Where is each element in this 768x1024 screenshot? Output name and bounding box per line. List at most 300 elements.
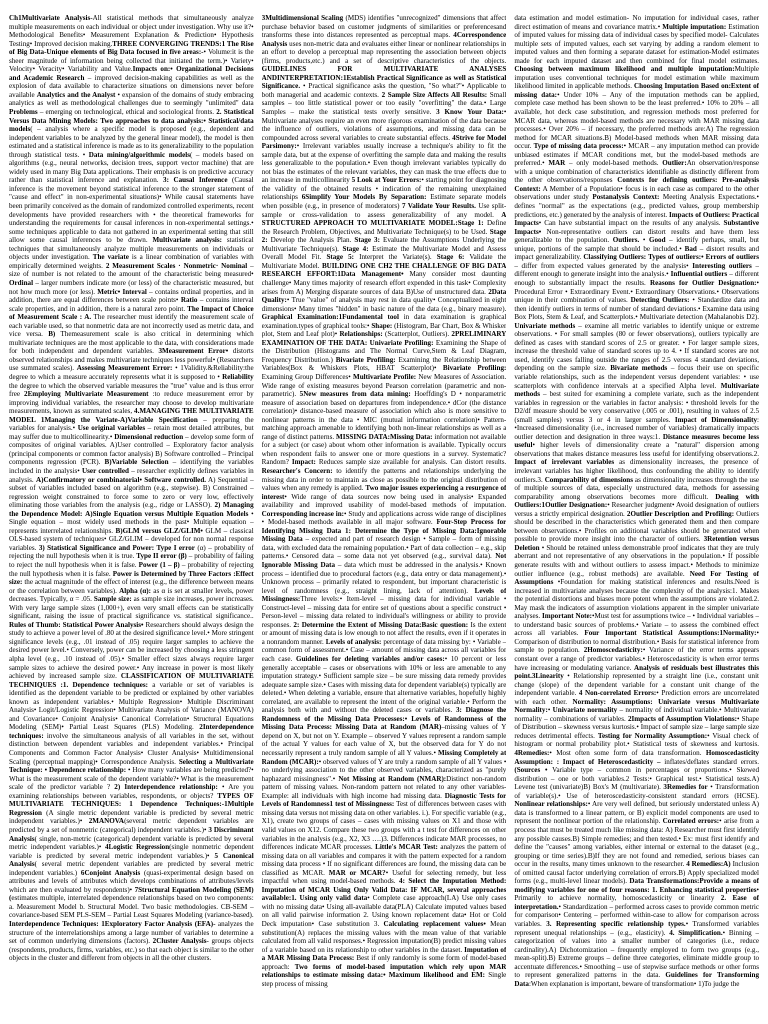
note-text: ( single, non-metric (categorical) dependent variable is predicted by several metric independent variables.)• bbox=[9, 834, 254, 852]
note-text: Themeasurement scale is also critical in determining which multivariate techniques are the most applicable to the data, with considerations made for both independent and dependent variables. bbox=[9, 330, 254, 356]
note-heading: Univariate normality bbox=[552, 706, 618, 715]
note-text: Reduces sample size available for analysis. Can distort results. bbox=[315, 458, 507, 467]
note-heading: Analysis of residuals best illustrates this point.3Linearity bbox=[514, 663, 759, 681]
note-text: as dimensionality increases, the presence of irrelevant variables has higher likelihood, thus confounding the ability to identify outliers.3. bbox=[514, 458, 760, 484]
note-text: • bbox=[639, 236, 649, 245]
text-column bbox=[262, 14, 507, 1016]
note-text: :to reduce measurement error by improving individual variables, the researcher may choose to develop multivariate measurements, known as summated scales, bbox=[9, 390, 254, 416]
note-text: data estimation and model estimation- No imputation for individual cases, rather direct estimation of means and covariance matrix.• bbox=[514, 14, 760, 31]
note-heading: 3Multidimensional Scaling bbox=[261, 14, 344, 22]
note-text: Define the Research Problem, Objectives, and Multivariate Technique(s) to be Used. bbox=[261, 219, 507, 236]
note-text: Is the extent or amount of missing data is low enough to not affect the results, even if it operates in a nonrandom manner. bbox=[261, 620, 507, 646]
note-text: Meeting Analysis Expectations.• defines "normal" as the expectations (e.g., predicted values, group membership predictions, etc.) generated by the analysis of interest. bbox=[514, 193, 760, 219]
note-text: Best if only randomly is some form of model-based approach: bbox=[261, 954, 507, 971]
note-text: distorts observed relationships and makes multivariate techniques less powerful• (Researchers use summated scales). bbox=[9, 347, 254, 373]
note-text: (MDS) identifies "unrecognized" dimensions that affect purchase behavior based on customer judgments of similarities or preferencesand transforms these into distances represented as perceptual maps. bbox=[261, 14, 507, 40]
note-text: • observed values of Y are truly a random sample of all Y values • no underlying association to the other observed variables, characterized as "purely haphazard missingness".• bbox=[261, 757, 507, 783]
note-text: • Primarily to achieve normality, homoscedasticity or linearity bbox=[514, 885, 760, 903]
note-text: Interpret the Variate(s). bbox=[354, 253, 437, 262]
note-text: • Are very well defined, but seriously understated unless A) data is transformed to a linear pattern, or B) explicit model components are used to represent the nonlinear portion of the relationship. bbox=[514, 800, 760, 826]
note-heading: 7Structural Equation Modeling (SEM)( bbox=[9, 885, 254, 903]
note-text: estimates multiple, interrelated dependence relationships based on two components: a. Measurement Model b. Structural Model. Two basic methodologies. CB-SEM – covariance-based SEM PLS-SEM – Partial Least Squares Modeling (variance-based). bbox=[9, 894, 254, 920]
note-heading: Missing Completely at Random (MCAR): bbox=[261, 749, 507, 766]
note-heading: Ch1Multivariate Analysis- bbox=[9, 14, 93, 22]
note-text: is a linear combination of variables with empirically determined weights. bbox=[9, 253, 254, 270]
note-heading: B)Variable Selection bbox=[104, 458, 169, 467]
note-text: • Binning – categorization of values into a smaller number of categories (i.e., reduce cardinality).A) Dichotomization – frequently employed to form two groups (e.g., mean-split).B) Extreme groups – define three categories, eliminate middle group to accentuate differences.• Smoothing – use of stepwise surface methods or other forms to represent generalized patterns in the data. bbox=[514, 928, 760, 980]
note-text: – expected and part of research design • Sample – form of missing data, with excluded data the remaining population.• Part of data collection – e.g., skip patterns.• Censored data – some data not yet observed (e.g., survival data). bbox=[261, 535, 507, 561]
note-text: • Practical significance asks the question, "So what?"• Applicable to both managerial and academic contexts. bbox=[261, 82, 507, 99]
note-text: Examining the Relationship between Variables(Box & Whiskers Plots, HBAT Scatterplot)• bbox=[261, 355, 507, 373]
note-heading: Sample size: bbox=[93, 595, 132, 604]
note-text: Small samples – too little statistical power or too easily "overfitting" the data.• Large Samples – make the statistical tests overly sensitive. bbox=[261, 90, 507, 117]
note-heading: Detecting Outliers: bbox=[630, 296, 690, 305]
note-heading: 6Conjoint Analysis bbox=[80, 868, 141, 877]
note-heading: Contexts for defining outliers: Pre-analysis Context: bbox=[514, 176, 760, 193]
note-text: • Standardize data and then identify outliers in terms of number of standard deviations.• Examine data using Box Plots, Stem & Leaf, and Scatterplots.• Multivariate detection (Mahalanobis D2). bbox=[514, 296, 760, 322]
note-paragraph bbox=[548, 159, 662, 167]
note-heading: Multivariate Profile: bbox=[353, 372, 417, 381]
note-text: – contains ordinal properties, and in addition, there are equal differences between scale points• bbox=[9, 287, 254, 305]
note-heading: 3Remedies for bbox=[663, 783, 708, 792]
note-text: • Irrelevant variables usually increase a technique's ability to fit the sample data, but at the expense of overfitting the sample data and making the results less generalizable to the population.• Even though irrelevant variables typically do not bias the estimates of the relevant variables, they can mask the true effects due to an increase in multicollinearity bbox=[261, 142, 507, 185]
note-heading: Corresponding increase in: bbox=[261, 509, 345, 518]
note-text: (Scatterplot, Outliers). bbox=[382, 330, 452, 339]
note-heading: Alpha (α): bbox=[119, 586, 152, 595]
note-heading: 3: Causal Inference bbox=[163, 176, 228, 185]
note-text: • Can have substantial impact on the results of any analysis. bbox=[538, 219, 724, 228]
note-heading: Power (1 – β) bbox=[138, 561, 180, 569]
note-heading: Important Note: bbox=[542, 612, 593, 621]
note-heading: 2: Determine the Extent of Missing Data:Basic question: bbox=[293, 620, 469, 629]
note-heading: Choosing Imputation Based on:Extent of missing data: bbox=[514, 82, 760, 99]
note-text: • Standardization – performed across cases to provide common metric for comparison• Centering – performed within-case to allow for comparison across variables. bbox=[514, 902, 760, 928]
note-heading: Ordinal bbox=[9, 278, 34, 287]
note-heading: Two major issues experiencing a resurgence of interest bbox=[261, 484, 507, 501]
note-heading: The variate bbox=[92, 253, 129, 262]
note-text: An observation/response with a unique combination of characteristics identifiable as distinctly different from the other observations/responses bbox=[514, 159, 760, 185]
note-heading: A STRUCTURED APPROACH TO MULTIVARIATE MODEL:Stage 1: bbox=[261, 210, 507, 228]
note-text: • arise from a process that must be treated much like missing data: A) Researcher must first identify any possible causes.B) Simple remedies; and then tested.• Ex: must first identify and define the "causes" among variables, either internal or external to the dataset (e.g., grouping or time series).B)If they are not found and remedied, serious biases can occur in the results, many times unknown to the researcher. bbox=[514, 817, 760, 869]
note-text: Examining the Shape of the Distribution (Histograms and The Normal Curve,Stem & Leaf Diagram, Frequency Distribution.) bbox=[261, 338, 507, 364]
note-heading: A)Single Equation versus Multiple Equation Models bbox=[85, 509, 249, 518]
note-text: All statistical methods that simultaneously analyze multiple measurements on each individual or object under investigation. Why use it?• Methodological Benefits• Measurement Explanation & Prediction• Hypothesis Testing• Improved decision making. bbox=[9, 14, 254, 48]
note-heading: MAR bbox=[548, 159, 566, 168]
note-text: – develop some form of composites of original variables. A)User controlled – Exploratory factor analysis (principal components or common factor analysis) B) Software controlled – Principal components regression (PCR). bbox=[9, 432, 254, 467]
note-text: • Researcher judgment• Avoid designation of outliers versus a strictly empirical designation. bbox=[514, 501, 760, 518]
note-text: • expansion of the domains of study embracing analytics as well as methodological challenges due to seemingly "unlimited" data bbox=[9, 90, 254, 108]
note-text: •Foundation for making statistical inferences and results.Need is increased in multivariate analyses because the complexity of the analysis:1. Makes the potential distortions and biases more potent when the assumptions are violated.2. May mask the indicators of assumption violations apparent in the simpler univariate analyses. bbox=[514, 578, 760, 621]
note-text: GLM – classical OLS-based system of techniques• GLZ/GLIM – developed for non normal response variables. bbox=[9, 526, 254, 552]
note-text: New Measures of Association. Wide range of existing measures beyond Pearson correlation (parametric and non-parametric). bbox=[261, 372, 507, 399]
note-paragraph bbox=[613, 236, 649, 244]
note-text: the degree to which the observed variable measures the "true" value and is thus error free bbox=[9, 381, 254, 399]
note-text: – different enough to substantially impact the results. bbox=[514, 270, 760, 287]
note-heading: A)Confirmatory or combinatorial• Software controlled. bbox=[35, 475, 207, 484]
note-text: • Comparison of distribution to normal distribution.• Basis for statistical inference from sample to population. bbox=[514, 629, 760, 655]
note-text: Use split-sample or cross-validation to assess generalizability of any model. bbox=[261, 202, 507, 219]
note-text: Variable type – common in percentages or proportions.• Skewed distribution – one or both variables.2 Tests:• Graphical test.• Statistical tests.A) Levene test (univariate)B) Box's M (multivariate). bbox=[514, 766, 760, 792]
note-heading: Stage 5: bbox=[326, 253, 355, 262]
note-text: • bbox=[547, 706, 553, 715]
note-text: Estimate separate models when possible (e.g., in presence of moderators) bbox=[261, 193, 507, 211]
note-heading: Graphical Examination:1Fundamental tool bbox=[261, 313, 399, 322]
note-text: analyzes the structure of the interrelationships among a large number of variables to determine a set of common underlying dimensions (factors). bbox=[9, 919, 254, 946]
note-heading: Bivariate methods bbox=[610, 364, 668, 373]
note-text: – improved decision-making capabilities as well as the explosion of data available to characterize situations on dimensions never before available bbox=[9, 73, 254, 99]
note-text: •Must test for assumptions twice – • Individual variables – to understand basic sources of problems.• Variate – to assess the combined effect across all variables. bbox=[514, 612, 760, 638]
note-heading: Good bbox=[648, 236, 666, 245]
note-heading: 2) Managing the Dependence Model: bbox=[9, 501, 254, 518]
note-heading: 4Correspondence Analysis bbox=[261, 31, 507, 48]
text-column bbox=[514, 14, 759, 1016]
note-heading: 2 Sample Size Affects All Results: bbox=[381, 90, 488, 99]
note-text: • Variance of the error terms appears constant over a range of predictor variables.• Heteroscedasticity is when error terms have increasing or modulating variance. bbox=[514, 646, 760, 672]
note-heading: Postanalysis Context: bbox=[592, 193, 660, 202]
note-text: involve the simultaneous analysis of all variables in the set, without distinction between dependent variables and independent variables.• Principal Components and Common Factor Analysis• Cluster Analysis• Multidimensional Scaling (perceptual mapping)• Correspondence Analysis. bbox=[9, 731, 254, 766]
note-heading: B)GLM versus GLZ/GLIM• bbox=[115, 526, 203, 535]
note-text: • MCAR – any imputation method can provide unbiased estimates if MCAR conditions met, but the model-based methods are preferred.• bbox=[514, 142, 760, 168]
note-heading: Multivariate methods bbox=[514, 381, 760, 399]
note-heading: 2Employing Multivariate Measurement bbox=[24, 390, 149, 399]
note-text: • Study and applications across wide range of disciplines • Model-based methods available in all major software. bbox=[261, 509, 507, 527]
note-heading: Type II error (β) bbox=[136, 552, 187, 561]
note-text: • Relationship represented by a straight line (i.e., constant unit change (slope) of the dependent variable for a constant unit change of the independent variable. bbox=[514, 672, 760, 698]
note-text: • Visual check of histogram or normal probability plot.• Statistical tests of skewness and kurtosis. bbox=[514, 731, 760, 749]
note-text: –missing values of Y depend on X, but not on Y. Example – observed Y values represent a random sample of the actual Y values for each value of X, but the observed data for Y do not necessarily represent a truly random sample of all Y values.• bbox=[261, 723, 507, 758]
note-text: • Procedural Error • Extraordinary Event.• Extraordinary Observations.• Observations unique in their combination of values. bbox=[514, 278, 760, 305]
note-text: – larger numbers indicate more (or less) of the characteristic measured, but not how much more (or less). bbox=[9, 278, 254, 296]
note-heading: Shape: bbox=[371, 321, 393, 330]
note-heading: Classifying Outliers: Types of outliers:• Errors of outliers bbox=[583, 253, 760, 262]
note-text: • 10 percent or less generally acceptable – cases or observations with 10% or less are amenable to any imputation strategy.• Sufficient sample size – be sure missing data remedy provides adequate sample size.• Cases with missing data for dependent variable(s) typically are deleted.• When deleting a variable, ensure that alternative variables, hopefully highly correlated, are available to represent the intent of the original variable.• Perform the analysis both with and without the deleted cases or variables. bbox=[261, 655, 507, 715]
note-heading: Interdependence Techniques: 1Exploratory Factor Analysis (EFA)- bbox=[9, 919, 216, 928]
note-text: Outliers should be described in the characteristics which generated them and then compare between observations.• Profiles on additional variables should be generated when possible to provide more insight into the character of outliers. bbox=[514, 509, 760, 544]
note-heading: 2Data Quality: bbox=[261, 287, 507, 305]
note-heading: 2. Ease of interpretation. bbox=[514, 894, 760, 911]
note-text: : •Increased dimensionality (i.e., increased number of variables) dramatically impacts outlier detection and designation in three ways:1. bbox=[514, 415, 760, 441]
note-heading: Choosing between maximum likelihood and multiple imputation: bbox=[514, 65, 735, 74]
note-text: Develop the Analysis Plan. bbox=[267, 236, 355, 245]
note-text: – focus their use on specific variable relationships, such as the independent versus dependent variables: • use scatterplots with confidence intervals at a specified Alpha level. bbox=[514, 364, 760, 390]
note-text: A Member of a Population• focus is in each case as compared to the other observations under study bbox=[514, 184, 760, 202]
note-heading: Stage 3: bbox=[354, 236, 380, 245]
note-text: – probability of rejecting the null hypothesis when it is false. bbox=[9, 561, 254, 578]
note-heading: Dealing with Outliers:1Outlier Designation: bbox=[514, 492, 760, 510]
note-heading: 2Outlier Description and Profiling: bbox=[626, 509, 735, 518]
note-text: • Are you examining relationships between variables, respondents, or objects? bbox=[9, 783, 254, 800]
note-text: Evaluate the Assumptions Underlying the Multivariate Technique(s). bbox=[261, 236, 507, 253]
note-heading: Interesting outliers bbox=[692, 261, 752, 270]
note-heading: Data Transformations:Provide a means of modifying variables for one of four reasons: bbox=[514, 877, 760, 894]
note-text: Estimate the Multivariate Model and Assess Overall Model Fit. bbox=[261, 244, 507, 262]
note-heading: Data mining/algorithmic models bbox=[88, 150, 190, 159]
note-text: :When explanation is important, beware of transformation• 1)To judge the bbox=[528, 979, 740, 988]
note-paragraph bbox=[9, 176, 254, 244]
note-text: – normality of individual variable.• Multivariate normality – combinations of variables. bbox=[514, 706, 760, 723]
note-text: – different enough to generate insight into the analysis.• bbox=[514, 261, 760, 279]
note-text: • True "value" of analysis may rest in data quality• Conceptualized in eight dimensions• Many times "hidden" in basic nature of the data (e.g., binary measure). bbox=[261, 296, 507, 313]
note-heading: Need For Testing of Assumptions bbox=[514, 569, 760, 587]
note-heading: 3 Discriminant Analysis bbox=[9, 825, 254, 843]
note-heading: (Sources • bbox=[514, 766, 548, 775]
note-text: • How many variables are being predicted?• What is the measurement scale of the dependent variable?• What is the measurement scale of the predictor variable ? bbox=[9, 766, 254, 792]
note-text: A) Sequential – subset of variables included based on algorithm (e.g., stepwise). B) Constrained – regression weight constrained to force some to zero or very low, effectively eliminating those variables from the analysis (e.g., ridge or LASSO). bbox=[9, 475, 254, 510]
note-text: (α) – probability of rejecting the null hypothesis when it is true. bbox=[9, 543, 254, 561]
note-heading: Problems bbox=[9, 108, 38, 117]
note-heading: Univariate methods bbox=[514, 321, 576, 330]
note-text: (Causal inference is the movement beyond statistical inference to the stronger statement of "cause and effect" in non-experimental situations)• While causal statements have been primarily conceived as the domain of randomized controlled experiments, recent developments have provided researchers with • the theoretical frameworks for understanding the requirements for causal inferences in non-experimental settings.• some techniques applicable to data not gathered in an experimental setting that still allow some causal inferences to be drawn. bbox=[9, 176, 254, 245]
note-heading: 2Impacts of Assumption Violations: bbox=[627, 714, 737, 723]
note-paragraph bbox=[9, 108, 216, 116]
note-heading: 4. Simplification. bbox=[669, 928, 723, 937]
note-text: as α is set at smaller levels, power decreases. Typically, α = .05. bbox=[9, 586, 254, 604]
note-text: (A single metric dependent variable is predicted by several metric independent variables.)• bbox=[9, 808, 254, 826]
note-paragraph bbox=[262, 963, 507, 988]
note-heading: 4Remedies: bbox=[514, 749, 550, 758]
note-heading: Power is Determined by Three Factors :Effect size: bbox=[9, 569, 254, 587]
note-heading: 2 Measurement Scales · Nonmetric· Nominal bbox=[105, 261, 248, 270]
note-text: • Prediction errors are uncorrelated with each other. bbox=[514, 689, 760, 706]
note-text: ( several metric dependent variables are predicted by several metric independent variables.) bbox=[9, 860, 254, 877]
note-heading: 3) Statistical Significance and Power: Type I error bbox=[38, 543, 195, 552]
note-heading: Guidelines for Transforming Data bbox=[514, 971, 760, 988]
note-heading: 5New measures from data mining: bbox=[299, 390, 411, 399]
note-text: Distinct non-random pattern of missing values. Non-random pattern not related to any other variables-Example: all individuals with high income had missing data. bbox=[261, 774, 507, 800]
note-paragraph bbox=[514, 82, 759, 150]
note-text: Inclusion of omitted causal factor underlying correlation of errors.B) Apply specialized model forms (e.g., multi-level linear models). bbox=[514, 860, 760, 886]
note-heading: 4Strive for Model Parsimony: bbox=[261, 133, 507, 151]
note-heading: Imputation of a MAR Missing Data Process: bbox=[261, 945, 507, 963]
note-heading: Assessing Measurement Error: bbox=[76, 364, 173, 373]
note-text: • Transformation of variable(s).• Use of heteroscedasticity-consistent standard errors (HCSE). bbox=[514, 783, 760, 800]
note-text: (quasi-experimental design based on attributes and levels of attributes which develops combinations of attributes/levels which are then evaluated by respondents)• bbox=[9, 868, 254, 894]
note-heading: 2PRELIMINARY EXAMINATION OF THE DATA: Univariate Profiling: bbox=[261, 330, 507, 347]
note-heading: User controlled bbox=[82, 466, 129, 475]
note-heading: Diagnostic Tests for Levels of Randomness1 test of Missingness: bbox=[261, 791, 507, 809]
note-text: (single nonmetric dependent variable is predicted by several metric independent variables.)• bbox=[9, 843, 254, 860]
note-heading: 2MANOVA bbox=[88, 817, 125, 826]
note-heading: Stage 4: bbox=[342, 244, 369, 253]
note-text: Researchers should always design the study to achieve a power level of .80 at the desired significance level.• More stringent significance levels (e.g., .01 instead of .05) require larger samples to achieve the desired power level.• Conversely, power can be increased by choosing a less stringent alpha level (e.g., .10 instead of .05).• Smaller effect sizes always require larger sample sizes to achieve the desired power.• Any increase in power is most likely achieved by increased sample size. bbox=[9, 620, 254, 681]
note-heading: Multivariate analysis: bbox=[152, 236, 222, 245]
note-heading: Four-Step Process for Identifying Missing Data 1: Determine the Type of Missing Data:Ignorable Missing Data bbox=[261, 518, 507, 544]
note-text: in data examination is graphical examination.types of graphical tools:• bbox=[261, 313, 507, 330]
note-text: ( – analysis where a specific model is proposed (e.g., dependent and independent variables to be analyzed by the general linear model), the model is then estimated and a statistical inference is made as to its generalizability to the population through statistical tests. • bbox=[9, 125, 254, 159]
note-text: – data which must be addressed in the analysis.• Known process – identified due to procedural factors (e.g., data entry or data management).• Unknown process – primarily related to respondent, but important characteristic is level of randomness (e.g., straight lining, lack of attention). bbox=[261, 561, 507, 595]
note-text: • Useful for selecting remedy, but less impactful when using model-based methods. bbox=[261, 868, 507, 886]
note-text: • Complete case approach(LA) Use only cases with no missing data• Using all-available data(PLA) Calculate imputed values based on all valid pairwise information 2. Using known replacement data• Hot or Cold Deck imputation• Case substitution 3. bbox=[261, 894, 507, 928]
note-heading: Little's MCAR Test: bbox=[375, 843, 438, 852]
note-heading: 4 Remedies:A) bbox=[686, 860, 731, 869]
note-heading: TYPES OF MULTIVARIATE TECHNIQUES: 1 Dependence Techniques:-1Multiple Regression bbox=[9, 791, 254, 817]
note-text: • higher levels of dimensionality create a "natural" dispersion among observations that makes distance measures less useful for identifying observations.2. bbox=[514, 441, 760, 458]
text-column bbox=[9, 14, 254, 1016]
note-text: (Histogram, Bar Chart, Box & Whisker plot, Stem and Leaf plot)• bbox=[261, 321, 507, 339]
note-heading: Influential outliers bbox=[670, 270, 728, 279]
note-heading: Nonlinear relationships: bbox=[514, 800, 588, 809]
note-text: analyzes the pattern of missing data on all variables and compares it with the pattern expected for a random missing data process • If no significant differences are found, the missing data can be classified as MCAR. bbox=[261, 843, 507, 877]
note-text: Non-representative outliers can distort results and have them less generalizable to the population. bbox=[514, 227, 760, 245]
note-text: – retain most detailed attributes, but may suffer due to multicollinearity.• bbox=[9, 424, 254, 441]
note-text: • starting point for diagnosing the validity of the obtained results • indication of the remaining unexplained relationships bbox=[261, 176, 507, 202]
note-heading: Normality: Assumptions: Univariate versus Multivariate Normality: bbox=[514, 697, 760, 715]
note-text: – researcher explicitly defines variables in analysis. bbox=[9, 466, 254, 484]
note-heading: GUIDELINES FOR MULTIVARIATE ANALYSES ANDINTERPRETATION:1Establish Practical Significance as well as Statistical Significance. bbox=[261, 65, 507, 91]
note-text: • Should be retained unless demonstrable proof indicates that they are truly aberrant and not representative of any observations in the population.• If possible generate results with and without outliers to assess impact.• Methods to minimize outlier influence (e.g., robust methods) are available. bbox=[514, 543, 760, 578]
note-text: Many consider most daunting challenge• Many times majority of research effort expended in this task• Complexity arises from A) Merging disparate sources of data B)Use of unstructured data. bbox=[261, 270, 507, 296]
note-heading: Bad bbox=[684, 244, 697, 253]
note-text: ( – models based on algorithms (e.g., neural networks, decision trees, support vector machine) that are widely used in many Big Data applications. Their emphasis is on predictive accuracy rather than statistical inference and explanation. bbox=[9, 150, 254, 185]
note-text: The researcher must identify the measurement scale of each variable used, so that nonmetric data are not incorrectly used as metric data, and vice versa. bbox=[9, 313, 254, 339]
note-text: – contains interval scale properties, and in addition, there is a natural zero point. bbox=[9, 296, 254, 313]
note-heading: 4: Select the Imputation Method: Imputation of MCAR Using Only Valid Data: IF MCAR, several approaches available:1. Using only valid data bbox=[261, 877, 507, 903]
note-text: – best suited for examining a complete variate, such as the independent variables in regression or the variables in factor analysis: • threshold levels for the D2/df measure should be very conservative (.005 or .001), resulting in values of 2.5 (small samples) versus 3 or 4 in larger samples. bbox=[514, 390, 760, 424]
note-heading: Impact: bbox=[291, 458, 316, 467]
note-text: • 1Validity.&Reliability:the degree to which a measure accurately represents what it is supposed to • bbox=[9, 364, 254, 381]
note-text: • Shape of Distribution – skewness versus kurtosis.• Impact of sample size – large sample size reduces detrimental effects. bbox=[514, 714, 760, 740]
note-heading: CLASSIFICATION OF MULTIVARIATE TECHNIQUES :1. Dependence techniques: bbox=[9, 672, 254, 689]
note-heading: 4.MANAGING THE MULTIVARIATE MODEL 1Managing the Variate-A)Variable Specification bbox=[9, 407, 254, 424]
note-heading: Dimensional reduction bbox=[114, 432, 184, 441]
note-text: – preparing the variables for analysis.• bbox=[9, 415, 254, 433]
note-heading: BUILDING ONE CH2 THE CHALLENGE OF BIG DATA RESEARCH EFFORT:1Data Management• bbox=[261, 261, 507, 279]
note-heading: 3: Diagnose the Randomness of the Missing Data Processes:• Levels of Randomness of the Missing Data Process: Missing Data at Random (MAR) bbox=[261, 706, 507, 732]
note-text: Validate the Multivariate Model. bbox=[261, 253, 507, 270]
note-paragraph bbox=[9, 91, 254, 108]
note-text: • Multivariate analyses require an even more rigorous examination of the data because the influence of outliers, violations of assumptions, and missing data can be compounded across several variables to create substantial effects. bbox=[261, 108, 507, 142]
note-paragraph bbox=[326, 253, 436, 261]
note-heading: Levels of Missingness: bbox=[261, 586, 507, 604]
note-heading: Multiple imputation: bbox=[662, 22, 727, 31]
note-text: • Volume:it is the sheer magnitude of information being collected that initiated the term.)• Variety• Velocity• Veracity• Variability and Value. bbox=[9, 48, 254, 74]
note-heading: 7 Validate Your Results. bbox=[401, 202, 476, 211]
note-text: – examine all metric variables to identify unique or extreme observations. • For small samples (80 or fewer observations), outliers typically are defined as cases with standard scores of 2.5 or greater. • For larger sample sizes, increase the threshold value of standard scores up to 4. • If standard scores are not used, identify cases falling outside the ranges of 2.5 versus 4 standard deviations, depending on the sample size. bbox=[514, 321, 760, 373]
note-heading: Impact of irrelevant variables bbox=[514, 458, 615, 467]
note-text: the actual magnitude of the effect of interest (e.g., the difference between means or the correlation between variables). bbox=[9, 578, 254, 595]
note-text: – identify perhaps, small, but unique, portions of the sample that should be included.• bbox=[514, 236, 760, 253]
note-heading: Calculating replacement values• bbox=[383, 919, 486, 928]
note-heading: 2. Statistical Versus Data Mining Models: Two approaches to data analysis:• Statistical/data models bbox=[9, 108, 254, 134]
note-heading: Use original variables bbox=[77, 424, 146, 433]
note-text: • Wide range of data sources now being used in analysis• Expanded availability and improved usability of model-based methods of imputation. bbox=[261, 492, 507, 510]
note-heading: 4Logistic Regression bbox=[104, 843, 170, 852]
note-heading: 3Retention versus Deletion bbox=[514, 535, 760, 552]
note-text: Mean substitution(A) replaces the missing values with the mean value of that variable calculated from all valid responses.• Regression imputation(B) predict missing values of a variable based on its relationship to other variables in the dataset. bbox=[261, 919, 507, 954]
note-heading: 5 Look at Your Errors: bbox=[351, 176, 422, 185]
note-heading: 3 Know Your Data: bbox=[436, 108, 504, 117]
note-heading: 3. Representing specific relationship types. bbox=[546, 919, 686, 928]
note-heading: Reliability bbox=[222, 372, 254, 381]
note-heading: MISSING DATA:Missing Data: bbox=[336, 432, 433, 441]
note-heading: Analytics and the Analyst bbox=[36, 90, 116, 99]
note-heading: Bivariate Profiling: bbox=[442, 364, 507, 373]
note-heading: 2Cluster Analysis bbox=[152, 937, 207, 946]
note-heading: 1. Enhancing statistical properties bbox=[651, 885, 757, 894]
note-text: (several metric dependent variables are predicted by a set of nonmetric (categorical) independent variables.)• bbox=[9, 817, 254, 834]
note-heading: 6Simplify Your Models By Separation: bbox=[301, 193, 427, 202]
note-heading: Outlier: bbox=[662, 159, 687, 168]
note-text: • Single equation – most widely used methods in the past• Multiple equation – represents interrelated relationships. bbox=[9, 509, 254, 535]
note-heading: Impact of Dimensionality bbox=[674, 415, 758, 424]
note-text: inflates/deflates standard errors. bbox=[660, 757, 760, 766]
note-text: – identifying the variables included in the analysis• bbox=[9, 458, 254, 475]
note-heading: 4 Non-correlated Errors: bbox=[578, 689, 657, 698]
note-text: – differ from expected values generated by the analysis• bbox=[514, 261, 693, 270]
note-heading: THREE CONVERGING TRENDS:1 The Rise of Big Data-Unique elements of Big Data focused in five areas:- bbox=[9, 39, 254, 57]
note-text: – only model-based methods. bbox=[565, 159, 663, 168]
note-heading: Levels of analysis: bbox=[325, 637, 382, 646]
note-heading: Correlated errors: bbox=[662, 817, 720, 826]
note-heading: 5 Canonical Analysis bbox=[9, 851, 254, 869]
note-text: to identify the patterns and relationships underlying the missing data in order to maintain as close as possible to the original distribution of values when any remedy is applied. bbox=[261, 466, 507, 493]
note-text: • Most often some form of data transformation. bbox=[549, 749, 706, 758]
note-text: - groups objects (respondents, products, firms, variables, etc.) so that each object is similar to the other objects in the cluster and different from objects in all the other clusters. bbox=[9, 937, 254, 963]
note-text: uses non-metric data and evaluates either linear or nonlinear relationships in an effort to develop a perceptual map representing the association between objects (firms, products,etc.) and a set of descriptive characteristics of the objects. bbox=[261, 39, 507, 65]
note-heading: Not Missing at Random (NMAR): bbox=[338, 774, 447, 783]
note-heading: Substantive Impacts• bbox=[514, 219, 760, 236]
note-text: statistical techniques that simultaneously analyze multiple measurements on individuals or objects under investigation. bbox=[9, 236, 254, 262]
note-paragraph bbox=[292, 458, 506, 466]
note-heading: MAR or MCAR? bbox=[328, 868, 386, 877]
note-text: • Transformed variables represent unequal relationships – (e.g., elasticity). bbox=[514, 919, 760, 937]
note-text: Test of differences between cases with missing data versus not missing data on other variables. i.). For specific variable (e.g., X1), create two groups of cases – cases with missing values on X1 and those with valid values on X12. Compare these two groups with a t test for differences on other variables in the analysis (e.g., X2, X3 ….)3. Differences indicate MAR processes, no differences indicate MCAR processes. bbox=[261, 800, 507, 852]
note-heading: Bivariate Profiling: bbox=[335, 355, 396, 364]
note-text: – emerging on technological, ethical and sociological fronts. bbox=[37, 108, 217, 117]
note-text: as sample size increases, power increases. With very large sample sizes (1,000+), even very small effects can be statistically significant, raising the issue of practical significance vs. statistical significance.. bbox=[9, 595, 254, 621]
note-heading: Type of missing data process: bbox=[533, 142, 624, 151]
note-text: Estimation of imputed values for missing data of individual cases by specified model- Calculates multiple sets of imputed values, each set varying by adding a random element to imputed values and then forming a separate dataset for estimation-Model estimates made for each imputed dataset and then combined for final model estimates. bbox=[514, 22, 760, 65]
note-text: percentage of data missing by: • Variable – common form of assessment.• Case – amount of missing data across all variables for each case. bbox=[261, 637, 507, 664]
note-heading: Reasons for Outlier Designation: bbox=[650, 278, 757, 287]
note-paragraph bbox=[514, 749, 705, 757]
note-heading: Impacts of Outliers: Practical Impacts bbox=[514, 210, 760, 228]
note-heading: Homoscedasticity Assumption: : Impact of Heteroscedasticity – bbox=[514, 749, 760, 766]
note-heading: Relationships: bbox=[339, 330, 383, 339]
note-heading: Rules of Thumb: Statistical Power Analysis• bbox=[9, 620, 144, 629]
note-paragraph bbox=[339, 330, 451, 338]
note-text: Single step process of missing bbox=[261, 971, 507, 988]
note-heading: Impacts on:• Organizational Decisions and Academic Research bbox=[9, 65, 254, 82]
note-heading: 2) Interdependence relationship: bbox=[114, 783, 218, 792]
note-text: Multiple imputation uses conventional techniques for model estimation while maximum likelihood limited in applicable methods. bbox=[514, 65, 760, 91]
note-heading: Ratio bbox=[180, 296, 198, 305]
note-heading: Selecting a Multivariate Technique: • Dependence relationship: bbox=[9, 757, 254, 775]
note-heading: Researcher's Concern: bbox=[261, 466, 333, 475]
note-heading: Stage 2: bbox=[261, 227, 507, 245]
note-text: information not available for a subject (or case) about whom other information is available. Typically occurs when respondent fails to answer one or more questions in a survey. Systematic? Random? bbox=[261, 432, 507, 467]
note-text: Hoeffding's D • nonparametric measure of association based on departures from independence.• dCor (the distance correlation)• distance-based measure of association which also is more sensitive to nonlinear patterns in the data • MIC (mutual information correlation)• Pattern-matching approach amenable to identifying both non-linear relationships as well as a range of distinct patterns. bbox=[261, 390, 507, 441]
note-heading: Distance measures become less useful bbox=[514, 432, 760, 450]
note-text: Examining Group Differences• bbox=[261, 372, 353, 381]
note-heading: Stage 6: bbox=[436, 253, 465, 262]
note-heading: Four Important Statistical Assumptions:1Normality: bbox=[584, 629, 757, 638]
note-text: Three levels:• Item-level – missing data for individual variable • Construct-level – missing data for entire set of questions about a specific construct • Person-level – missing data related to individual's willingness or ability to provide responses. bbox=[261, 595, 507, 629]
note-text: – distort results and impact generalizability. bbox=[514, 244, 760, 262]
note-heading: Not Ignorable Missing Data bbox=[261, 552, 507, 569]
note-text: – probability of failing to reject the null hypothesis when it is false. bbox=[9, 552, 254, 569]
note-text: as dimensionality increases through the use of multiple sources of data, especially unstructured data, methods for assessing comparability among observations becomes more difficult. bbox=[514, 475, 760, 501]
note-text: • Under 10% – Any of the imputation methods can be applied, complete case method has been shown to be the least preferred.• 10% to 20% – all available, hot deck case substitution, and regression methods most preferred for MCAR data, whereas model-based methods are necessary with MAR missing data processes.• Over 20% – if necessary, the preferred methods are:A) The regression method for MCAR situations.B) Model-based methods when MAR missing data occur. bbox=[514, 90, 760, 151]
note-heading: The Impact of Choice of Measurement Scale : A. bbox=[9, 304, 254, 322]
note-heading: Outliers. bbox=[612, 236, 640, 245]
note-heading: Comparability of dimensions bbox=[544, 475, 633, 484]
note-heading: Testing for Normality Assumption: bbox=[597, 731, 708, 740]
note-heading: 2Interdependence techniques: bbox=[9, 723, 254, 740]
note-heading: Two forms of model-based imputation which rely upon MAR relationships to estimate missing data:• Maximum likelihood and EM: bbox=[261, 962, 507, 980]
note-text: – size of number is not related to the amount of the characteristic being measured• bbox=[9, 261, 254, 279]
note-heading: Metric• Interval bbox=[97, 287, 147, 296]
